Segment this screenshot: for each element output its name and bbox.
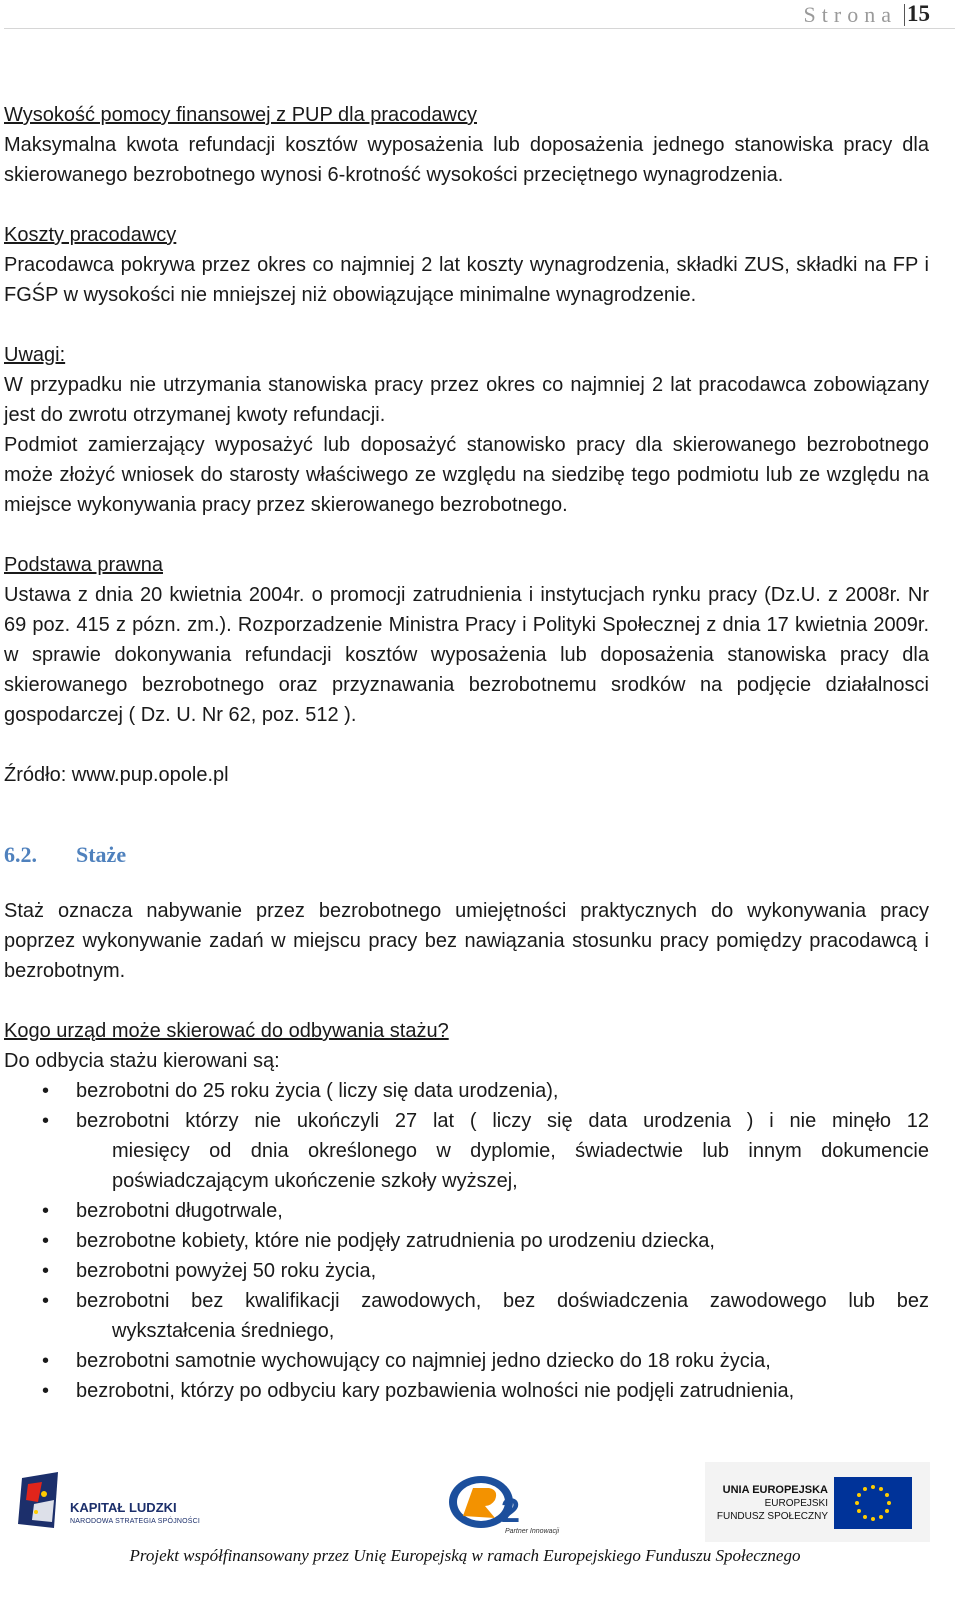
ris2-emblem-icon	[445, 1472, 555, 1534]
ris2-subtitle: Partner Innowacji	[505, 1528, 560, 1535]
bullet-icon: •	[42, 1350, 50, 1372]
bullet-icon: •	[42, 1110, 50, 1132]
section-heading-staze	[4, 840, 929, 870]
paragraph-uwagi-2: Podmiot zamierzający wyposażyć lub doposażyć stanowisko pracy dla skierowanego bezrobotnego może złożyć wniosek do starosty właściwego ze względu na siedzibę tego podmiotu lub ze względu na miejsce wykonywania pracy przez skierowanego bezrobotnego.	[4, 434, 929, 516]
list-item: • bezrobotni powyżej 50 roku życia,	[4, 1256, 929, 1286]
eu-line-2: EUROPEJSKI	[764, 1498, 828, 1509]
list-item: • bezrobotni którzy nie ukończyli 27 lat ( liczy się data urodzenia ) i nie minęło 12 miesięcy od dnia określonego w dyplomie, świadectwie lub innym dokumencie poświadczającym ukończenie szkoły wyższej,	[4, 1106, 929, 1196]
svg-text:2: 2	[501, 1492, 520, 1530]
bullet-icon: •	[42, 1200, 50, 1222]
eu-fund-logo	[705, 1462, 930, 1542]
page-label: Strona	[803, 2, 897, 27]
bullet-icon: •	[42, 1380, 50, 1402]
eu-line-1: UNIA EUROPEJSKA	[722, 1484, 828, 1496]
heading-koszty: Koszty pracodawcy	[4, 224, 177, 246]
list-item: • bezrobotni długotrwale,	[4, 1196, 929, 1226]
page-number: 15	[907, 1, 930, 26]
heading-kogo: Kogo urząd może skierować do odbywania stażu?	[4, 1020, 449, 1042]
header-rule	[4, 28, 955, 29]
eligibility-list	[4, 1076, 929, 1406]
section-number: 6.2.	[4, 842, 37, 867]
list-item: • bezrobotni samotnie wychowujący co najmniej jedno dziecko do 18 roku życia,	[4, 1346, 929, 1376]
heading-podstawa: Podstawa prawna	[4, 554, 163, 576]
bullet-icon: •	[42, 1290, 50, 1312]
paragraph-staze: Staż oznacza nabywanie przez bezrobotnego umiejętności praktycznych do wykonywania pracy poprzez wykonywanie zadań w miejscu pracy bez nawiązania stosunku pracy pomiędzy pracodawcą i bezrobotnym.	[4, 900, 929, 982]
paragraph-pomoc: Maksymalna kwota refundacji kosztów wyposażenia lub doposażenia jednego stanowiska pracy dla skierowanego bezrobotnego wynosi 6-krotność wysokości przeciętnego wynagrodzenia.	[4, 134, 929, 186]
list-item: • bezrobotni do 25 roku życia ( liczy się data urodzenia),	[4, 1076, 929, 1106]
list-item: • bezrobotni bez kwalifikacji zawodowych, bez doświadczenia zawodowego lub bez wykształcenia średniego,	[4, 1286, 929, 1346]
kapital-ludzki-title: KAPITAŁ LUDZKI	[70, 1500, 177, 1515]
section-title: Staże	[76, 842, 127, 867]
header-separator	[904, 4, 905, 26]
source-line: Źródło: www.pup.opole.pl	[4, 764, 229, 786]
paragraph-koszty: Pracodawca pokrywa przez okres co najmniej 2 lat koszty wynagrodzenia, składki ZUS, składki na FP i FGŚP w wysokości nie mniejszej niż obowiązujące minimalne wynagrodzenie.	[4, 254, 929, 306]
paragraph-podstawa: Ustawa z dnia 20 kwietnia 2004r. o promocji zatrudnienia i instytucjach rynku pracy (Dz.U. z 2008r. Nr 69 poz. 415 z pózn. zm.). Rozporzadzenie Ministra Pracy i Polityki Społecznej z dnia 17 kwietnia 2009r. w sprawie dokonywania refundacji kosztów wyposażenia lub doposażenia stanowiska pracy dla skierowanego bezrobotnego oraz przyznawania bezrobotnemu srodków na podjęcie działalnosci gospodarczej ( Dz. U. Nr 62, poz. 512 ).	[4, 584, 929, 726]
paragraph-uwagi-1: W przypadku nie utrzymania stanowiska pracy przez okres co najmniej 2 lat pracodawca zobowiązany jest do zwrotu otrzymanej kwoty refundacji.	[4, 374, 929, 426]
kapital-ludzki-emblem-icon	[18, 1472, 62, 1530]
bullet-icon: •	[42, 1260, 50, 1282]
list-item: • bezrobotne kobiety, które nie podjęły zatrudnienia po urodzeniu dziecka,	[4, 1226, 929, 1256]
eu-line-3: FUNDUSZ SPOŁECZNY	[716, 1511, 828, 1522]
eu-flag-icon	[834, 1477, 912, 1529]
heading-uwagi: Uwagi:	[4, 344, 66, 366]
heading-pomoc: Wysokość pomocy finansowej z PUP dla pracodawcy	[4, 104, 477, 126]
page-header	[0, 0, 955, 30]
bullet-icon: •	[42, 1230, 50, 1252]
kapital-ludzki-subtitle: NARODOWA STRATEGIA SPÓJNOŚCI	[70, 1518, 201, 1525]
intro-kogo: Do odbycia stażu kierowani są:	[4, 1050, 280, 1072]
footer-note: Projekt współfinansowany przez Unię Europejską w ramach Europejskiego Funduszu Społecznego	[129, 1546, 801, 1565]
list-item: • bezrobotni, którzy po odbyciu kary pozbawienia wolności nie podjęli zatrudnienia,	[4, 1376, 929, 1406]
kapital-ludzki-logo	[18, 1472, 228, 1534]
document-body	[4, 100, 929, 1406]
bullet-icon: •	[42, 1080, 50, 1102]
page-footer	[0, 1462, 955, 1613]
